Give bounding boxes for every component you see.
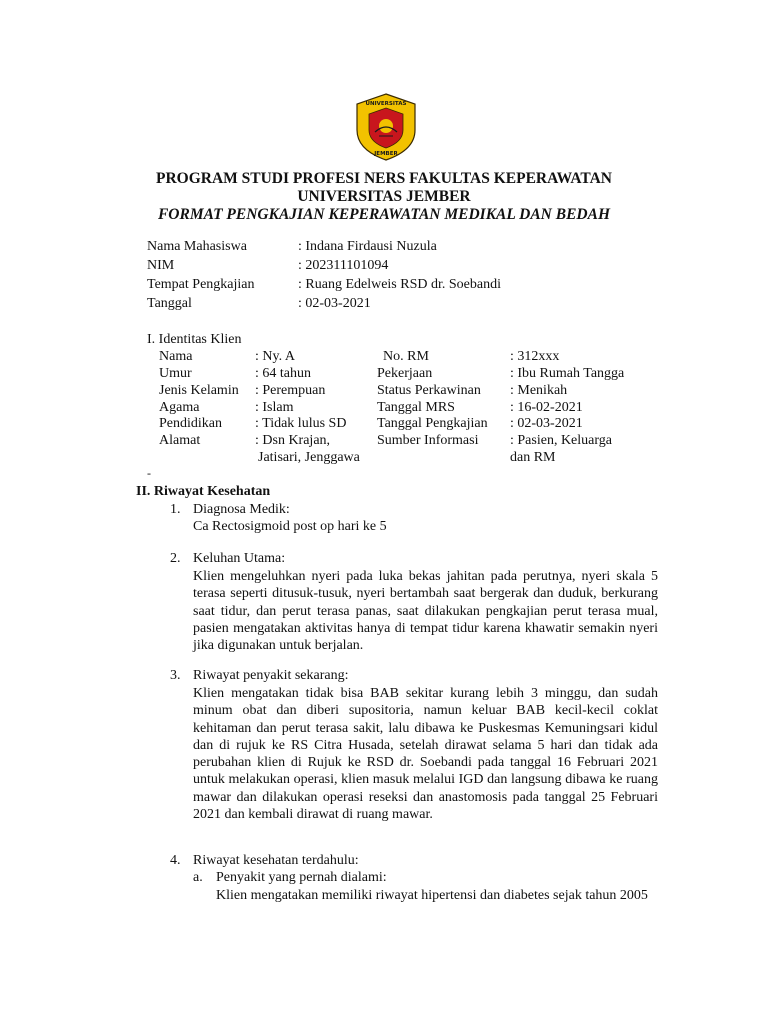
university-logo: [353, 92, 419, 162]
dash-marker: -: [147, 466, 151, 480]
list-number: 3.: [170, 668, 181, 683]
identitas-label: Pendidikan: [159, 416, 222, 431]
identitas-label: Tanggal Pengkajian: [377, 416, 488, 431]
student-value: : Indana Firdausi Nuzula: [298, 239, 437, 254]
identitas-value: : Ny. A: [255, 349, 295, 364]
identitas-label: Agama: [159, 400, 200, 415]
penyakit-dialami-text: Klien mengatakan memiliki riwayat hipertensi dan diabetes sejak tahun 2005: [216, 888, 648, 903]
list-label: Diagnosa Medik:: [193, 502, 290, 517]
section-identitas-title: I. Identitas Klien: [147, 332, 242, 347]
student-value: : 202311101094: [298, 258, 389, 273]
identitas-value: : Dsn Krajan,: [255, 433, 331, 448]
sumber-continuation: dan RM: [510, 450, 556, 465]
identitas-value: : Tidak lulus SD: [255, 416, 347, 431]
riwayat-sekarang-text: Klien mengatakan tidak bisa BAB sekitar kurang lebih 3 minggu, dan sudah minum obat dan diberi supositoria, namun keluar BAB kecil-kecil coklat kehitaman dan perut terasa sakit, lalu dibawa ke Puskesmas Kemuningsari kidul dan di rujuk ke RS Citra Husada, setelah dirawat selama 5 hari dan tidak ada perubahan klien di Rujuk ke RSD dr. Soebandi pada tanggal 16 Februari 2021 untuk melakukan operasi, klien masuk melalui IGD dan langsung dibawa ke ruang mawar dan dilakukan operasi reseksi dan anastomosis pada tanggal 25 Februari 2021 dan kembali dirawat di ruang mawar.: [193, 686, 658, 823]
identitas-value: : Menikah: [510, 383, 568, 398]
identitas-label: Jenis Kelamin: [159, 383, 239, 398]
list-label: Riwayat kesehatan terdahulu:: [193, 853, 359, 868]
identitas-label: Tanggal MRS: [377, 400, 455, 415]
student-value: : 02-03-2021: [298, 296, 371, 311]
section-riwayat-title: II. Riwayat Kesehatan: [136, 484, 271, 499]
heading-format: FORMAT PENGKAJIAN KEPERAWATAN MEDIKAL DAN BEDAH: [157, 206, 611, 223]
identitas-value: : 64 tahun: [255, 366, 311, 381]
identitas-value: : 312xxx: [510, 349, 560, 364]
keluhan-text: Klien mengeluhkan nyeri pada luka bekas jahitan pada perutnya, nyeri skala 5 terasa seperti ditusuk-tusuk, nyeri bertambah saat bergerak dan duduk, berkurang saat tidur, dan perut terasa panas, saat dilakukan pengkajian perut terasa mual, pasien mengatakan aktivitas hanya di tempat tidur karena khawatir semakin nyeri jika digunakan untuk berjalan.: [193, 569, 658, 654]
list-number: 2.: [170, 551, 181, 566]
list-number: 4.: [170, 853, 181, 868]
identitas-label: Pekerjaan: [377, 366, 433, 381]
student-label: Tanggal: [147, 296, 192, 311]
identitas-label: No. RM: [383, 349, 429, 364]
diagnosa-text: Ca Rectosigmoid post op hari ke 5: [193, 519, 387, 534]
identitas-label: Umur: [159, 366, 192, 381]
student-label: NIM: [147, 258, 175, 273]
list-label: Keluhan Utama:: [193, 551, 286, 566]
heading-university: UNIVERSITAS JEMBER: [297, 188, 471, 205]
identitas-label: Alamat: [159, 433, 201, 448]
sublist-label: Penyakit yang pernah dialami:: [216, 870, 387, 885]
identitas-value: : Islam: [255, 400, 294, 415]
identitas-label: Nama: [159, 349, 193, 364]
list-number: 1.: [170, 502, 181, 517]
logo-text-bottom: JEMBER: [374, 151, 398, 157]
student-label: Nama Mahasiswa: [147, 239, 247, 254]
student-label: Tempat Pengkajian: [147, 277, 255, 292]
alamat-continuation: Jatisari, Jenggawa: [258, 450, 360, 465]
identitas-label: Sumber Informasi: [377, 433, 479, 448]
identitas-value: : 16-02-2021: [510, 400, 583, 415]
logo-text-top: UNIVERSITAS: [365, 101, 407, 107]
list-label: Riwayat penyakit sekarang:: [193, 668, 349, 683]
heading-program: PROGRAM STUDI PROFESI NERS FAKULTAS KEPERAWATAN: [155, 170, 613, 187]
identitas-value: : Ibu Rumah Tangga: [510, 366, 625, 381]
identitas-label: Status Perkawinan: [377, 383, 481, 398]
student-value: : Ruang Edelweis RSD dr. Soebandi: [298, 277, 501, 292]
identitas-value: : Pasien, Keluarga: [510, 433, 612, 448]
identitas-value: : 02-03-2021: [510, 416, 583, 431]
identitas-value: : Perempuan: [255, 383, 326, 398]
sublist-letter: a.: [193, 870, 203, 885]
